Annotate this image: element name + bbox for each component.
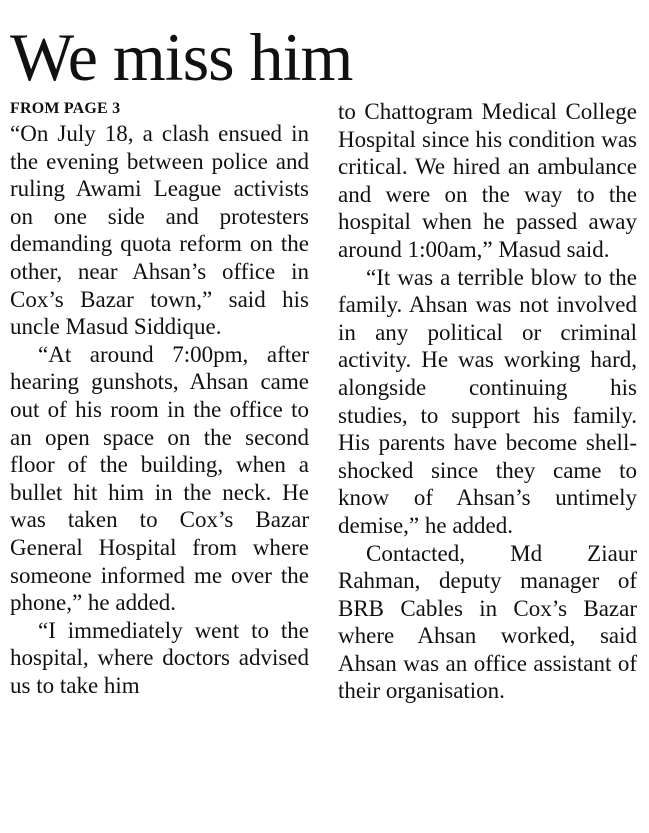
article-paragraph: “At around 7:00pm, after hearing gunshots, Ahsan came out of his room in the office to an open space on the second floor of the building, when a bullet hit him in the neck. He was taken to Cox’s Bazar General Hospital from where someone informed me over the phone,” he added. bbox=[10, 341, 309, 616]
continuation-kicker: FROM PAGE 3 bbox=[10, 100, 121, 117]
article-paragraph: Contacted, Md Ziaur Rahman, deputy manager of BRB Cables in Cox’s Bazar where Ahsan worked, said Ahsan was an office assistant of their organisation. bbox=[338, 540, 637, 704]
article-paragraph: to Chattogram Medical College Hospital since his condition was critical. We hired an ambulance and were on the way to the hospital when he passed away around 1:00am,” Masud said. bbox=[338, 99, 637, 262]
article-paragraph: “It was a terrible blow to the family. Ahsan was not involved in any political or criminal activity. He was working hard, alongside continuing his studies, to support his family. His parents have become shell-shocked since they came to know of Ahsan’s untimely demise,” he added. bbox=[338, 264, 637, 538]
article-paragraph: “I immediately went to the hospital, where doctors advised us to take him bbox=[10, 617, 309, 698]
article-column-left bbox=[10, 98, 309, 699]
article-column-right bbox=[338, 98, 637, 705]
headline: We miss him bbox=[10, 19, 353, 95]
article-paragraph: “On July 18, a clash ensued in the evening between police and ruling Awami League activists on one side and protesters demanding quota reform on the other, near Ahsan’s office in Cox’s Bazar town,” said his uncle Masud Siddique. bbox=[10, 121, 309, 340]
